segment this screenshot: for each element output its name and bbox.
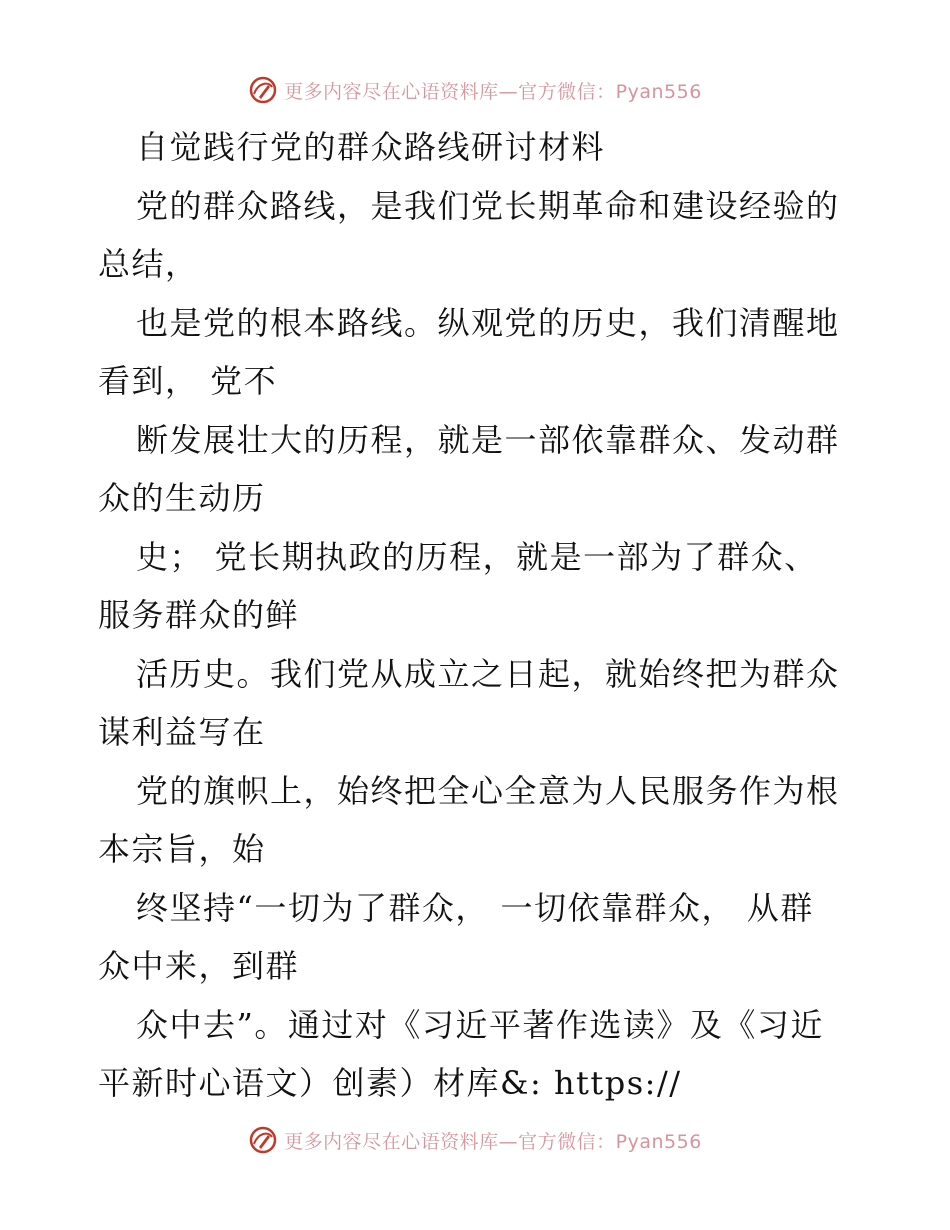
text-line: 众的生动历	[98, 479, 266, 517]
text-line: 谋利益写在	[98, 713, 266, 751]
text-line: 服务群众的鲜	[98, 596, 300, 634]
text-line: 断发展壮大的历程，就是一部依靠群众、发动群	[136, 420, 840, 459]
text-line: 众中去”。通过对《习近平著作选读》及《习近	[136, 1005, 824, 1044]
text-line: 总结，	[98, 245, 199, 283]
text-line: 党的群众路线，是我们党长期革命和建设经验的	[136, 186, 840, 225]
text-line: 活历史。我们党从成立之日起，就始终把为群众	[136, 654, 840, 693]
text-line: 终坚持“一切为了群众， 一切依靠群众， 从群	[136, 888, 814, 927]
header-watermark	[0, 70, 950, 110]
footer-watermark	[0, 1120, 950, 1160]
text-line: 看到， 党不	[98, 362, 278, 400]
text-line: 党的旗帜上，始终把全心全意为人民服务作为根	[136, 771, 840, 810]
watermark-text: 更多内容尽在心语资料库—官方微信：Pyan556	[284, 80, 702, 103]
document-body	[98, 118, 858, 1113]
text-line: 平新时心语文）创素）材库&: https://	[98, 1064, 682, 1102]
text-line: 史； 党长期执政的历程，就是一部为了群众、	[136, 537, 818, 576]
red-swirl-pen-logo-icon	[248, 1125, 278, 1155]
text-line: 自觉践行党的群众路线研讨材料	[136, 128, 606, 166]
text-line: 众中来，到群	[98, 947, 300, 985]
text-line: 也是党的根本路线。纵观党的历史，我们清醒地	[136, 303, 840, 342]
watermark-text: 更多内容尽在心语资料库—官方微信：Pyan556	[284, 1130, 702, 1153]
text-line: 本宗旨，始	[98, 830, 266, 868]
red-swirl-pen-logo-icon	[248, 75, 278, 105]
